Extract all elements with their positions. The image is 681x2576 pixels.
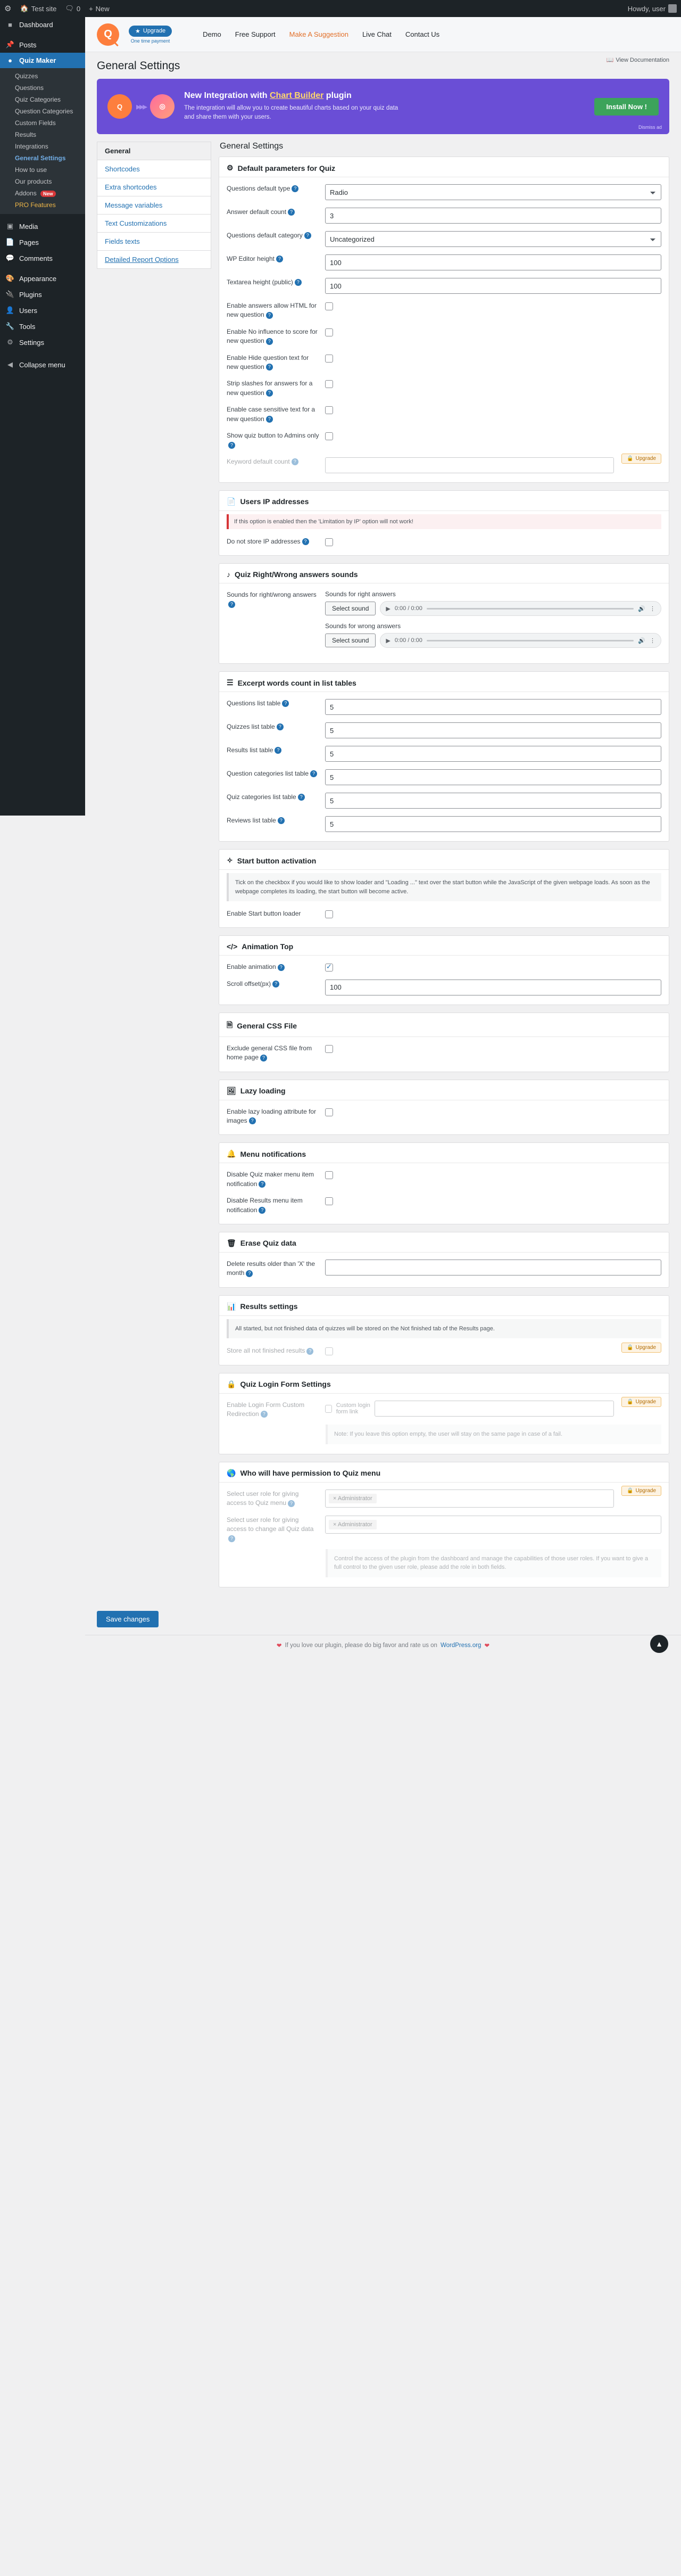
field-label: Quizzes list table ?	[227, 722, 320, 731]
enable-start-button-loader-checkbox[interactable]	[325, 910, 333, 918]
store-not-finished-results-checkbox	[325, 1347, 333, 1355]
help-icon[interactable]: ?	[246, 1270, 253, 1277]
file-icon: 🗎	[227, 1020, 233, 1029]
field-row	[219, 695, 669, 719]
locked-field-row	[219, 1486, 621, 1512]
locked-field-row	[219, 1343, 621, 1359]
card-head: ♪ Quiz Right/Wrong answers sounds	[227, 570, 358, 579]
sidebar-item-posts[interactable]: 📌 Posts	[5, 40, 37, 49]
submenu-item-addons[interactable]: Addons New	[0, 187, 85, 199]
card-excerpt-words-count	[219, 671, 669, 842]
promo-text	[184, 91, 585, 122]
help-icon[interactable]: ?	[278, 964, 285, 971]
wrong-sound-player[interactable]: ▶ 0:00 / 0:00 🔊 ⋮	[380, 633, 661, 648]
help-icon[interactable]: ?	[259, 1207, 265, 1214]
spinner-icon: ✧	[227, 856, 233, 865]
play-icon[interactable]: ▶	[386, 605, 391, 612]
no-influence-to-score-checkbox[interactable]	[325, 328, 333, 336]
help-icon[interactable]: ?	[266, 312, 273, 319]
help-icon: ?	[228, 1535, 235, 1542]
field-row	[219, 959, 669, 975]
help-icon[interactable]: ?	[292, 185, 298, 192]
card-head: ⚙ Default parameters for Quiz	[227, 163, 336, 172]
lock-icon: 🔒	[627, 1487, 634, 1494]
save-changes-button[interactable]: Save changes	[97, 1611, 159, 1627]
field-label: Do not store IP addresses ?	[227, 537, 320, 546]
help-icon[interactable]: ?	[298, 794, 305, 801]
right-answers-label: Sounds for right answers	[325, 590, 396, 598]
results-settings-notice: All started, but not finished data of quizzes will be stored on the Not finished tab of the Results page.	[227, 1319, 661, 1339]
help-icon[interactable]: ?	[310, 770, 317, 777]
media-icon: ▣	[6, 222, 14, 230]
chart-icon: 📊	[227, 1302, 236, 1311]
scroll-offset-input[interactable]	[325, 980, 661, 995]
help-icon[interactable]: ?	[272, 981, 279, 987]
sidebar-item-tools[interactable]: 🔧 Tools	[5, 322, 36, 331]
sidebar-item-quiz-maker[interactable]: ● Quiz Maker	[0, 53, 85, 68]
help-icon[interactable]: ?	[260, 1055, 267, 1061]
page-header	[85, 52, 681, 72]
quiz-data-roles-tagbox	[325, 1516, 661, 1534]
promo-body: The integration will allow you to create beautiful charts based on your quiz data and share them with your users.	[184, 104, 398, 120]
quiz-maker-logo-icon: Q	[97, 23, 119, 46]
help-icon[interactable]: ?	[295, 279, 302, 286]
account-menu[interactable]: Howdy, user	[624, 0, 681, 17]
avatar	[668, 4, 677, 13]
field-label: Questions list table ?	[227, 699, 320, 708]
field-label: Reviews list table ?	[227, 816, 320, 825]
help-icon[interactable]: ?	[277, 723, 284, 730]
play-icon[interactable]: ▶	[386, 637, 391, 644]
tab-text-customizations[interactable]: Text Customizations	[97, 214, 211, 232]
submenu-item-how-to-use[interactable]: How to use	[15, 166, 47, 174]
field-label: Exclude general CSS file from home page ?	[227, 1044, 312, 1061]
answers-allow-html-checkbox[interactable]	[325, 302, 333, 310]
case-sensitive-text-checkbox[interactable]	[325, 406, 333, 414]
settings-tabs	[97, 142, 211, 269]
card-results-settings	[219, 1295, 669, 1365]
submenu-item-integrations[interactable]: Integrations	[15, 143, 48, 150]
field-row	[219, 1256, 669, 1282]
locked-field-row	[219, 454, 621, 477]
topnav-make-a-suggestion[interactable]: Make A Suggestion	[289, 30, 348, 38]
book-icon: 📖	[606, 57, 614, 63]
comment-icon: 💬	[5, 254, 15, 262]
field-label: Enable Login Form Custom Redirection ?	[227, 1401, 305, 1418]
chevron-right-icon: ▸▸▸	[136, 101, 146, 112]
topnav-live-chat[interactable]: Live Chat	[362, 30, 392, 38]
admin-bar	[0, 0, 681, 17]
help-icon[interactable]: ?	[304, 232, 311, 239]
home-icon: 🏠	[20, 4, 29, 12]
card-quiz-login-form-settings	[219, 1373, 669, 1454]
tab-detailed-report-options[interactable]: Detailed Report Options	[97, 250, 211, 269]
quizzes-list-table-input[interactable]	[325, 722, 661, 738]
help-icon[interactable]: ?	[302, 538, 309, 545]
card-head: 🖼 Lazy loading	[227, 1086, 286, 1096]
quiz-icon: ●	[8, 56, 12, 64]
tab-message-variables[interactable]: Message variables	[97, 196, 211, 214]
rocket-icon: ★	[135, 28, 140, 35]
do-not-store-ip-checkbox[interactable]	[325, 538, 333, 546]
field-row	[219, 401, 669, 427]
help-icon[interactable]: ?	[276, 256, 283, 262]
tab-extra-shortcodes[interactable]: Extra shortcodes	[97, 178, 211, 196]
field-row	[219, 180, 669, 204]
plus-icon: +	[89, 4, 93, 13]
seek-slider[interactable]	[427, 640, 634, 641]
scroll-top-fab[interactable]: ▲	[650, 1635, 668, 1653]
enable-animation-checkbox[interactable]	[325, 964, 333, 972]
card-answer-sounds	[219, 563, 669, 664]
field-row	[219, 766, 669, 789]
locked-field-row	[219, 1512, 669, 1547]
permissions-note: Control the access of the plugin from the dashboard and manage the capabilities of those user roles. If you want to give a full control to the given user role, please add the role in both fields.	[326, 1549, 661, 1577]
site-name-menu[interactable]: 🏠 Test site	[20, 4, 57, 13]
wrong-sound-controls	[325, 633, 661, 648]
wrong-answers-label: Sounds for wrong answers	[325, 622, 401, 630]
help-icon[interactable]: ?	[266, 416, 273, 423]
new-badge: New	[40, 191, 56, 197]
quiz-menu-roles-tagbox	[325, 1489, 614, 1508]
field-label: Enable answers allow HTML for new question ?	[227, 302, 317, 319]
promo-banner	[97, 79, 669, 134]
help-icon[interactable]: ?	[249, 1117, 256, 1124]
card-head: ✧ Start button activation	[227, 856, 317, 865]
upgrade-badge[interactable]: 🔒 Upgrade	[621, 1397, 661, 1407]
field-row	[219, 427, 669, 454]
help-icon: ?	[288, 1500, 295, 1507]
card-head: 🔔 Menu notifications	[227, 1149, 306, 1158]
upgrade-badge[interactable]: 🔒 Upgrade	[621, 1343, 661, 1353]
field-row	[219, 789, 669, 812]
tab-fields-texts[interactable]: Fields texts	[97, 232, 211, 250]
id-card-icon: 📄	[227, 497, 236, 506]
select-right-sound-button[interactable]: Select sound	[325, 602, 376, 615]
sidebar-item-settings[interactable]: ⚙ Settings	[0, 334, 85, 350]
seek-slider[interactable]	[427, 608, 634, 610]
help-icon[interactable]: ?	[228, 442, 235, 449]
plugin-icon: 🔌	[5, 290, 15, 298]
field-row	[219, 274, 669, 298]
lock-icon: 🔒	[227, 1379, 236, 1388]
sounds-row	[219, 587, 669, 658]
lock-icon: 🔒	[627, 1398, 634, 1405]
right-sound-player[interactable]: ▶ 0:00 / 0:00 🔊 ⋮	[380, 601, 661, 616]
help-icon[interactable]: ?	[278, 817, 285, 824]
card-general-css-file	[219, 1013, 669, 1072]
field-label: Show quiz button to Admins only?	[227, 431, 319, 448]
help-icon[interactable]: ?	[266, 390, 273, 397]
card-default-parameters	[219, 157, 669, 483]
sidebar-collapse-menu[interactable]: ◀ Collapse menu	[0, 357, 85, 373]
promo-title-link[interactable]: Chart Builder	[270, 90, 324, 100]
card-quiz-menu-permissions	[219, 1462, 669, 1587]
disable-quiz-maker-menu-notification-checkbox[interactable]	[325, 1171, 333, 1179]
save-bar	[85, 1611, 681, 1635]
tools-icon: 🔧	[5, 322, 15, 330]
topnav-contact-us[interactable]: Contact Us	[405, 30, 440, 38]
field-label: Enable Start button loader	[227, 910, 301, 918]
field-row	[219, 375, 669, 401]
card-head: </> Animation Top	[227, 942, 294, 951]
card-head: 🌎 Who will have permission to Quiz menu	[227, 1468, 381, 1478]
heart-icon: ❤	[276, 1642, 282, 1649]
footer-text: If you love our plugin, please do big favor and rate us on	[285, 1642, 437, 1649]
textarea-height-public-input[interactable]	[325, 278, 661, 294]
menu-arrow-icon	[85, 57, 88, 64]
code-icon: </>	[227, 942, 238, 951]
start-button-notice: Tick on the checkbox if you would like to show loader and "Loading ..." text over the start button while the JavaScript of the given webpage loads. As soon as the webpage completes its loading, the start button will become active.	[227, 873, 661, 901]
upgrade-badge[interactable]: 🔒 Upgrade	[621, 454, 661, 464]
field-label: Quiz categories list table ?	[227, 793, 320, 802]
card-start-button-activation	[219, 849, 669, 928]
role-tag: × Administrator	[329, 1520, 377, 1529]
lock-icon: 🔒	[627, 1345, 634, 1351]
sidebar-item-media[interactable]: ▣ Media	[0, 218, 85, 234]
custom-login-form-link-label: Custom login form link	[336, 1402, 370, 1415]
wordpress-org-link[interactable]: WordPress.org	[440, 1642, 481, 1649]
dashboard-icon: ■	[8, 21, 12, 29]
delete-results-older-than-input[interactable]	[325, 1260, 661, 1275]
promo-title: New Integration with Chart Builder plugin	[184, 90, 352, 100]
install-now-button[interactable]: Install Now !	[594, 98, 659, 116]
exclude-general-css-checkbox[interactable]	[325, 1045, 333, 1053]
right-sound-controls	[325, 601, 661, 616]
ip-warning-notice: If this option is enabled then the 'Limitation by IP' option will not work!	[227, 514, 661, 529]
card-head: 📄 Users IP addresses	[227, 497, 309, 506]
view-documentation-link[interactable]: 📖 View Documentation	[606, 56, 669, 63]
plugin-topbar	[85, 17, 681, 52]
field-label: Delete results older than 'X' the month ?	[227, 1260, 315, 1277]
show-quiz-button-admins-only-checkbox[interactable]	[325, 432, 333, 440]
quiz-maker-submenu	[0, 68, 85, 214]
field-label: Questions default type ?	[227, 184, 320, 193]
help-icon[interactable]: ?	[288, 209, 295, 216]
card-lazy-loading	[219, 1080, 669, 1135]
upgrade-block[interactable]	[129, 26, 172, 44]
upgrade-button[interactable]: ★ Upgrade	[129, 26, 172, 37]
dismiss-ad-link[interactable]: Dismiss ad	[638, 125, 662, 130]
upgrade-badge[interactable]: 🔒 Upgrade	[621, 1486, 661, 1496]
chart-builder-logo-icon: ◎	[150, 94, 175, 119]
card-animation-top	[219, 935, 669, 1005]
answer-default-count-input[interactable]	[325, 208, 661, 224]
globe-icon: 🌎	[227, 1468, 236, 1477]
upgrade-subtext: One time payment	[130, 38, 170, 44]
submenu-item-quiz-categories[interactable]: Quiz Categories	[15, 96, 61, 103]
field-row	[219, 251, 669, 274]
field-label: Questions default category ?	[227, 231, 320, 240]
lock-icon: 🔒	[627, 455, 634, 462]
field-label: Select user role for giving access to change all Quiz data?	[227, 1516, 314, 1541]
question-categories-list-table-input[interactable]	[325, 769, 661, 785]
field-row	[219, 298, 669, 324]
enable-login-form-redirection-checkbox	[325, 1405, 332, 1413]
disable-results-menu-notification-checkbox[interactable]	[325, 1197, 333, 1205]
card-menu-notifications	[219, 1142, 669, 1224]
field-label: Disable Quiz maker menu item notification ?	[227, 1171, 314, 1188]
card-head: 🔒 Quiz Login Form Settings	[227, 1379, 331, 1389]
select-wrong-sound-button[interactable]: Select sound	[325, 633, 376, 647]
submenu-item-pro-features[interactable]: PRO Features	[15, 201, 56, 209]
custom-login-form-link-input	[375, 1401, 614, 1417]
field-row	[219, 719, 669, 742]
strip-slashes-checkbox[interactable]	[325, 380, 333, 388]
field-row	[219, 812, 669, 836]
plugin-topnav	[203, 30, 439, 38]
help-icon: ?	[292, 458, 298, 465]
field-label: Keyword default count ?	[227, 457, 320, 466]
wp-editor-height-input[interactable]	[325, 254, 661, 270]
collapse-icon: ◀	[7, 360, 13, 368]
heart-icon: ❤	[484, 1642, 490, 1649]
tab-shortcodes[interactable]: Shortcodes	[97, 160, 211, 178]
bell-icon: 🔔	[227, 1149, 236, 1158]
settings-icon: ⚙	[7, 338, 13, 346]
reviews-list-table-input[interactable]	[325, 816, 661, 832]
field-label: Enable case sensitive text for a new question ?	[227, 406, 315, 423]
field-label: Results list table ?	[227, 746, 320, 755]
field-row	[219, 906, 669, 922]
comment-bubble-icon: 🗨	[65, 4, 74, 12]
submenu-item-questions[interactable]: Questions	[15, 84, 44, 92]
topnav-demo[interactable]: Demo	[203, 30, 221, 38]
sidebar-item-pages[interactable]: 📄 Pages	[5, 238, 39, 246]
field-label: Disable Results menu item notification ?	[227, 1197, 303, 1214]
role-tag: × Administrator	[329, 1494, 377, 1503]
list-icon: ☰	[227, 678, 234, 687]
gear-icon: ⚙	[227, 163, 234, 172]
help-icon: ?	[261, 1411, 268, 1418]
help-icon: ?	[306, 1348, 313, 1355]
submenu-item-custom-fields[interactable]: Custom Fields	[15, 119, 56, 127]
quiz-categories-list-table-input[interactable]	[325, 793, 661, 809]
field-row	[219, 1040, 669, 1066]
field-label: Question categories list table ?	[227, 769, 320, 778]
sidebar-item-users[interactable]: 👤 Users	[5, 306, 37, 315]
users-icon: 👤	[5, 306, 15, 314]
help-icon[interactable]: ?	[266, 364, 273, 371]
new-content-menu[interactable]: + New	[89, 4, 110, 13]
locked-field-row	[219, 1397, 621, 1423]
submenu-item-results[interactable]: Results	[15, 131, 37, 138]
admin-sidebar	[0, 17, 85, 816]
questions-list-table-input[interactable]	[325, 699, 661, 715]
enable-lazy-loading-checkbox[interactable]	[325, 1108, 333, 1116]
page-title: General Settings	[97, 60, 180, 72]
sidebar-item-dashboard[interactable]: ■ Dashboard	[0, 17, 85, 32]
help-icon[interactable]: ?	[275, 747, 281, 754]
field-label: Store all not finished results ?	[227, 1346, 320, 1355]
hide-question-text-checkbox[interactable]	[325, 355, 333, 363]
help-icon[interactable]: ?	[228, 601, 235, 608]
field-label: Strip slashes for answers for a new question ?	[227, 380, 313, 397]
more-options-icon[interactable]: ⋮	[650, 637, 655, 644]
field-label: Answer default count ?	[227, 208, 320, 217]
music-icon: ♪	[227, 570, 230, 579]
field-row	[219, 227, 669, 251]
image-icon: 🖼	[227, 1086, 236, 1095]
tab-general[interactable]: General	[97, 142, 211, 160]
field-label: Enable Hide question text for new question ?	[227, 353, 309, 371]
appearance-icon: 🎨	[5, 274, 15, 282]
sidebar-item-comments[interactable]: 💬 Comments	[5, 254, 53, 262]
submenu-item-our-products[interactable]: Our products	[15, 178, 52, 185]
more-options-icon[interactable]: ⋮	[650, 605, 655, 612]
field-label: Textarea height (public) ?	[227, 278, 320, 287]
field-label: Enable lazy loading attribute for images ?	[227, 1107, 317, 1125]
field-label: Select user role for giving access to Quiz menu ?	[227, 1489, 299, 1507]
field-row	[219, 1166, 669, 1192]
card-head: 🗑 Erase Quiz data	[227, 1238, 296, 1248]
sidebar-item-plugins[interactable]: 🔌 Plugins	[5, 290, 42, 299]
help-icon[interactable]: ?	[282, 700, 289, 707]
questions-default-type-select[interactable]	[325, 184, 661, 200]
field-row	[219, 1104, 669, 1130]
topnav-free-support[interactable]: Free Support	[235, 30, 276, 38]
settings-panel	[219, 142, 669, 1595]
volume-icon[interactable]: 🔊	[638, 637, 645, 644]
submenu-item-question-categories[interactable]: Question Categories	[15, 108, 73, 115]
field-row	[219, 204, 669, 227]
promo-icons	[107, 94, 175, 119]
field-row	[219, 1192, 669, 1219]
panel-title: General Settings	[220, 142, 284, 151]
field-row	[219, 742, 669, 766]
results-list-table-input[interactable]	[325, 746, 661, 762]
help-icon[interactable]: ?	[259, 1181, 265, 1188]
field-label: Scroll offset(px) ?	[227, 980, 320, 989]
page-icon: 📄	[5, 238, 15, 246]
field-label: Enable animation ?	[227, 962, 320, 972]
field-row	[219, 976, 669, 999]
field-label: Enable No influence to score for new question ?	[227, 327, 318, 345]
quiz-maker-logo-icon: Q	[107, 94, 132, 119]
card-erase-quiz-data	[219, 1232, 669, 1288]
trash-icon: 🗑	[227, 1238, 236, 1247]
pin-icon: 📌	[5, 40, 15, 48]
volume-icon[interactable]: 🔊	[638, 605, 645, 612]
login-form-note: Note: If you leave this option empty, the user will stay on the same page in case of a fail.	[326, 1425, 661, 1444]
wp-footer	[85, 1635, 681, 1656]
submenu-item-quizzes[interactable]: Quizzes	[15, 72, 38, 80]
field-label: Sounds for right/wrong answers?	[227, 591, 317, 607]
field-label: WP Editor height ?	[227, 254, 320, 264]
comments-menu[interactable]: 🗨 0	[65, 4, 81, 13]
card-head: ☰ Excerpt words count in list tables	[227, 678, 356, 687]
field-row	[219, 350, 669, 376]
wp-logo-icon[interactable]: ⚙	[4, 4, 12, 13]
questions-default-category-select[interactable]	[325, 231, 661, 247]
sidebar-item-appearance[interactable]: 🎨 Appearance	[5, 274, 57, 283]
card-head: 🗎 General CSS File	[219, 1013, 669, 1036]
card-head: 📊 Results settings	[227, 1302, 298, 1311]
keyword-default-count-input	[325, 457, 614, 473]
field-row	[219, 324, 669, 350]
submenu-item-general-settings[interactable]: General Settings	[15, 154, 66, 162]
field-row	[219, 533, 669, 550]
help-icon[interactable]: ?	[266, 338, 273, 345]
card-users-ip-addresses	[219, 490, 669, 556]
